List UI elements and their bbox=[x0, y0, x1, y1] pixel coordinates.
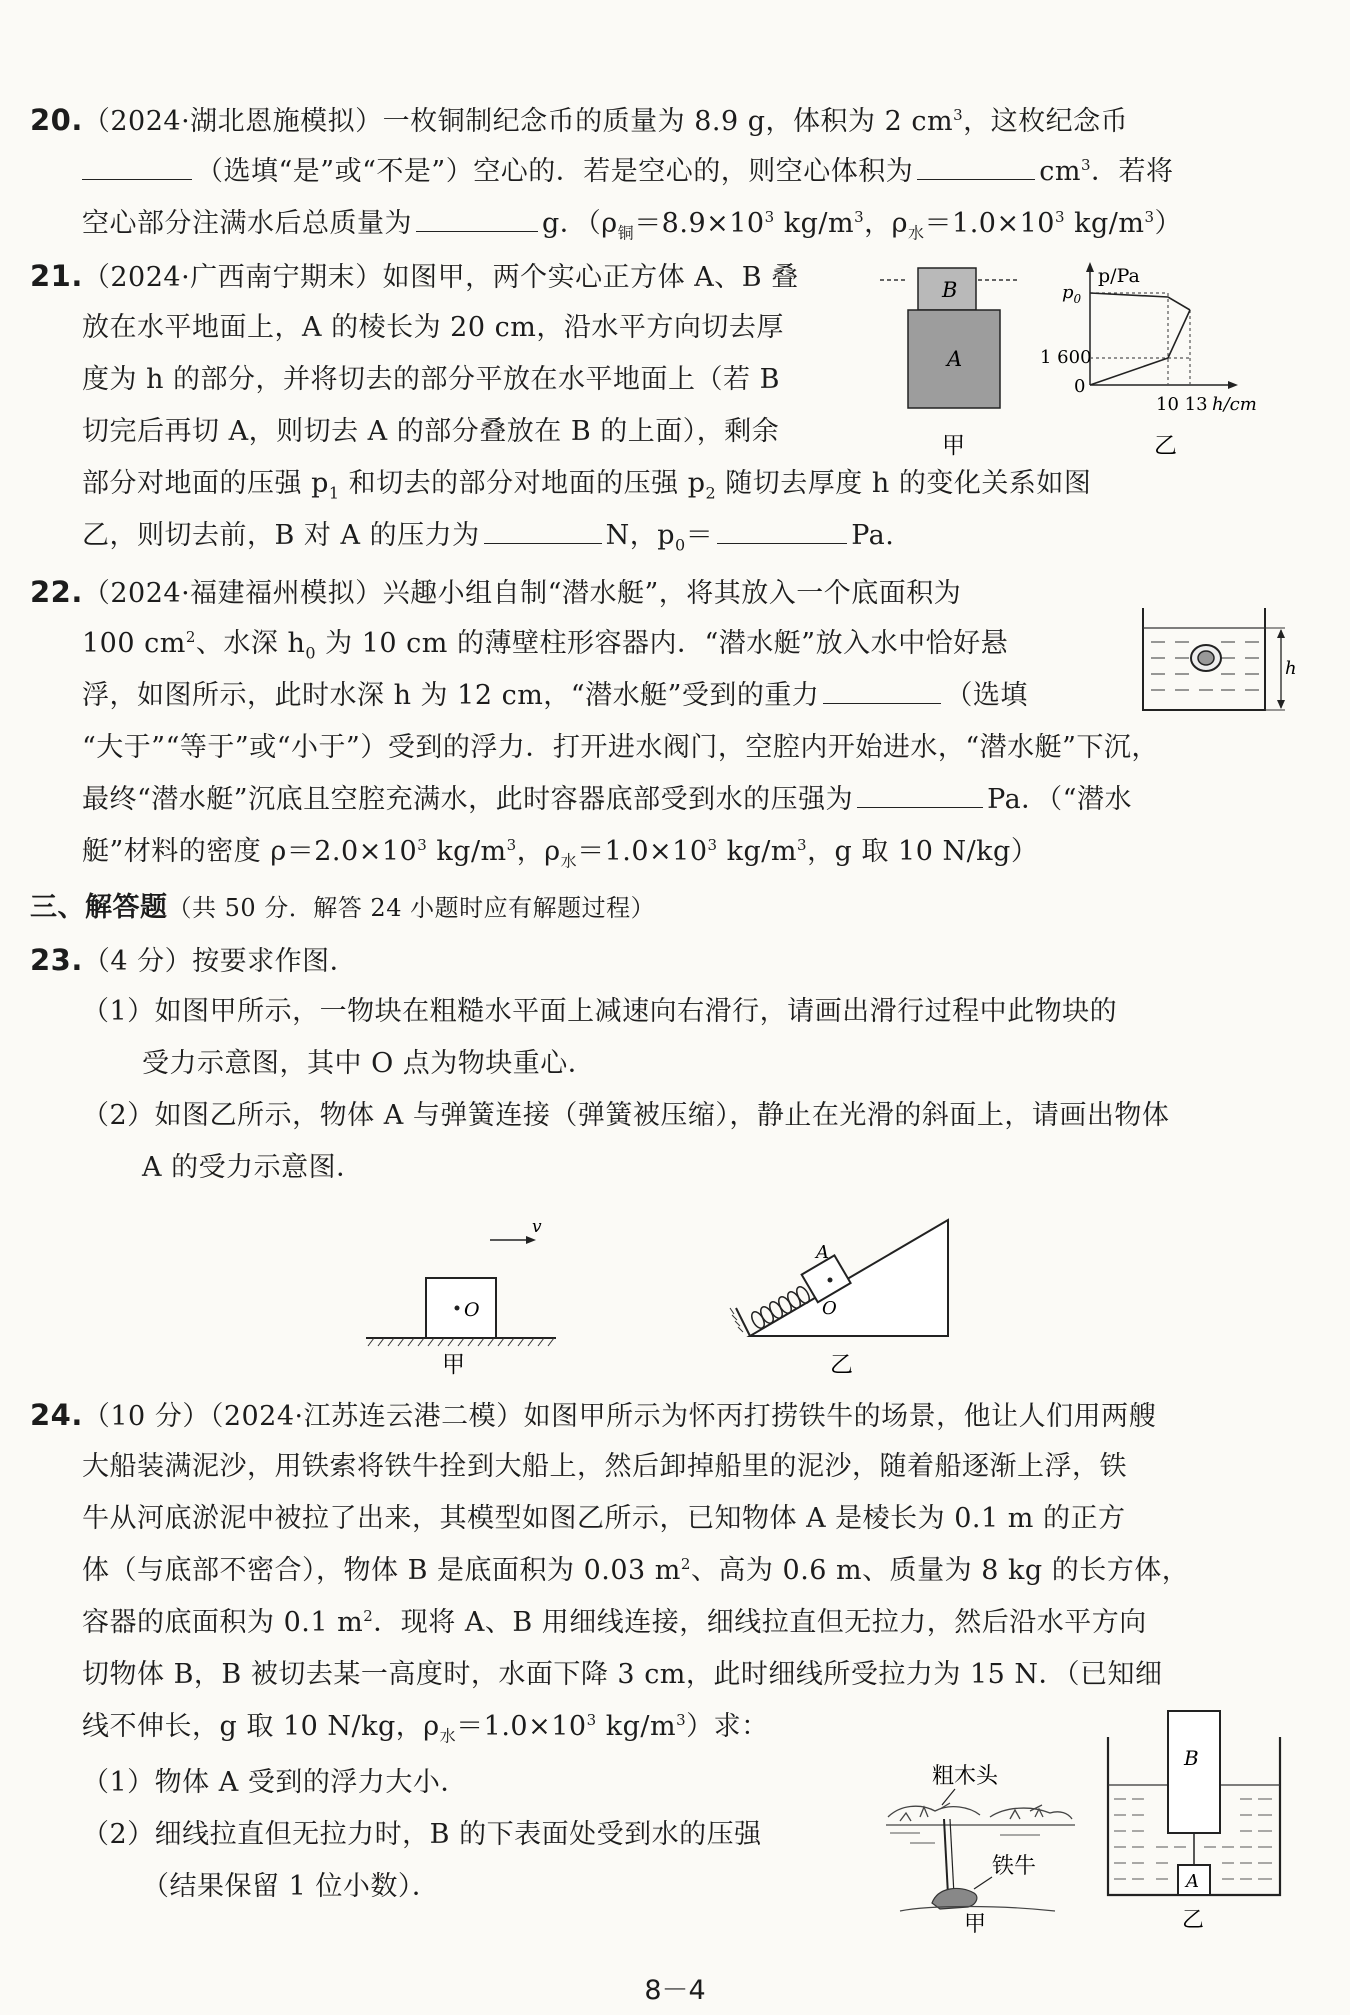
q24-sub2-a: （2）细线拉直但无拉力时，B 的下表面处受到水的压强 bbox=[82, 1819, 762, 1850]
svg-text:粗木头: 粗木头 bbox=[932, 1764, 999, 1789]
tick-1600: 1 600 bbox=[1040, 347, 1092, 368]
q22-blank-2[interactable] bbox=[857, 781, 983, 808]
svg-text:乙: 乙 bbox=[1182, 1908, 1205, 1933]
p2-curve bbox=[1090, 310, 1190, 385]
q24-figure-yi bbox=[1100, 1705, 1300, 1937]
q22-line5: 最终“潜水艇”沉底且空腔充满水，此时容器底部受到水的压强为 Pa．（“潜水 bbox=[82, 780, 1132, 820]
svg-text:乙: 乙 bbox=[830, 1352, 853, 1378]
svg-text:乙: 乙 bbox=[1154, 433, 1177, 459]
q24-line7: 线不伸长，g 取 10 N/kg，$\rho_水=1.0\times 10^3$ $kg/m^3$）求： bbox=[82, 1711, 769, 1746]
q23-part1-b: 受力示意图，其中 O 点为物块重心． bbox=[142, 1048, 596, 1079]
q20-blank-3[interactable] bbox=[416, 205, 538, 232]
q23-figure-yi bbox=[730, 1210, 960, 1380]
y-axis-label: p/Pa bbox=[1098, 265, 1140, 287]
q23-part1-a: （1）如图甲所示，一物块在粗糙水平面上减速向右滑行，请画出滑行过程中此物块的 bbox=[82, 996, 1118, 1027]
svg-text:A: A bbox=[816, 1242, 829, 1263]
q21-line5: 部分对地面的压强 $p_1$ 和切去的部分对地面的压强 $p_2$ 随切去厚度 h 的变化关系如图 bbox=[82, 468, 1092, 503]
svg-text:甲: 甲 bbox=[964, 1912, 987, 1937]
svg-text:O: O bbox=[464, 1299, 480, 1321]
object-b bbox=[1168, 1711, 1220, 1833]
svg-text:10 13: 10 13 bbox=[1156, 394, 1208, 415]
q22-blank-1[interactable] bbox=[823, 677, 941, 704]
q23-figure-jia bbox=[360, 1210, 580, 1380]
chain bbox=[944, 1819, 948, 1895]
q21-blank-2[interactable] bbox=[717, 517, 847, 544]
svg-text:B: B bbox=[942, 278, 958, 302]
svg-text:铁牛: 铁牛 bbox=[992, 1854, 1037, 1879]
q22-figure bbox=[1135, 600, 1295, 720]
q22-line3: 浮，如图所示，此时水深 h 为 12 cm，“潜水艇”受到的重力 （选填 bbox=[82, 676, 1028, 716]
q24-line2: 大船装满泥沙，用铁索将铁牛拴到大船上，然后卸掉船里的泥沙，随着船逐渐上浮，铁 bbox=[82, 1451, 1127, 1482]
q21-figure-yi bbox=[1040, 260, 1290, 460]
q24-figure-jia bbox=[880, 1755, 1080, 1935]
q22-number: 22. bbox=[30, 575, 83, 609]
q21-line1: 21.（2024·广西南宁期末）如图甲，两个实心正方体 A、B 叠 bbox=[30, 259, 799, 293]
q21-number: 21. bbox=[30, 259, 83, 293]
q23-number: 23. bbox=[30, 943, 83, 977]
q20-blank-1[interactable] bbox=[82, 153, 192, 180]
q21-line6: 乙，则切去前，B 对 A 的压力为 N，$p_0= Pa$. bbox=[82, 516, 894, 556]
q23-line1: 23.（4 分）按要求作图． bbox=[30, 943, 358, 977]
svg-text:h: h bbox=[1285, 658, 1297, 679]
svg-text:甲: 甲 bbox=[942, 433, 965, 459]
q22-line6: 艇”材料的密度 $\rho=2.0\times 10^3$ $kg/m^3$，$\rho_水=1.0\times 10^3$ $kg/m^3$，g 取 10 N/kg） bbox=[82, 836, 1039, 871]
section-3-heading: 三、解答题（共 50 分．解答 24 小题时应有解题过程） bbox=[30, 892, 656, 923]
svg-text:甲: 甲 bbox=[442, 1352, 465, 1378]
q21-line2: 放在水平地面上，A 的棱长为 20 cm，沿水平方向切去厚 bbox=[82, 312, 784, 343]
q24-number: 24. bbox=[30, 1398, 83, 1432]
q24-line6: 切物体 B，B 被切去某一高度时，水面下降 3 cm，此时细线所受拉力为 15 N．（已知细 bbox=[82, 1659, 1163, 1690]
q24-line1: 24.（10 分）（2024·江苏连云港二模）如图甲所示为怀丙打捞铁牛的场景，他让人们用两艘 bbox=[30, 1398, 1157, 1432]
q24-sub2-b: （结果保留 1 位小数）． bbox=[142, 1871, 440, 1902]
p0-label: $p_0$ bbox=[1062, 282, 1082, 306]
q23-part2-b: A 的受力示意图． bbox=[142, 1152, 364, 1183]
q22-line2: 100 $cm^2$、水深 $h_0$ 为 10 cm 的薄壁柱形容器内．“潜水艇”放入水中恰好悬 bbox=[82, 628, 1009, 663]
svg-text:A: A bbox=[1186, 1871, 1199, 1892]
svg-text:0: 0 bbox=[1074, 376, 1086, 397]
q24-line5: 容器的底面积为 0.1 $m^2$．现将 A、B 用细线连接，细线拉直但无拉力，然后沿水平方向 bbox=[82, 1607, 1147, 1638]
q20-number: 20. bbox=[30, 103, 83, 137]
p1-curve bbox=[1090, 293, 1190, 310]
q20-line1: 20.（2024·湖北恩施模拟）一枚铜制纪念币的质量为 8.9 g，体积为 2 $cm^3$，这枚纪念币 bbox=[30, 103, 1129, 137]
q23-part2-a: （2）如图乙所示，物体 A 与弹簧连接（弹簧被压缩），静止在光滑的斜面上，请画出物体 bbox=[82, 1100, 1170, 1131]
q20-line2: （选填“是”或“不是”）空心的．若是空心的，则空心体积为 $cm^3$．若将 bbox=[82, 152, 1174, 192]
svg-text:O: O bbox=[822, 1298, 837, 1319]
q21-line4: 切完后再切 A，则切去 A 的部分叠放在 B 的上面），剩余 bbox=[82, 416, 780, 447]
q21-figure-jia bbox=[880, 260, 1020, 460]
q24-line3: 牛从河底淤泥中被拉了出来，其模型如图乙所示，已知物体 A 是棱长为 0.1 m 的正方 bbox=[82, 1503, 1126, 1534]
x-axis-label: h/cm bbox=[1212, 394, 1257, 415]
q22-line1: 22.（2024·福建福州模拟）兴趣小组自制“潜水艇”，将其放入一个底面积为 bbox=[30, 575, 962, 609]
q21-blank-1[interactable] bbox=[484, 517, 602, 544]
block bbox=[426, 1278, 496, 1338]
q24-line4: 体（与底部不密合），物体 B 是底面积为 0.03 $m^2$、高为 0.6 m、质量为 8 kg 的长方体， bbox=[82, 1555, 1190, 1586]
svg-text:A: A bbox=[947, 347, 963, 371]
page-number: 8－4 bbox=[644, 1975, 706, 2006]
q24-sub1: （1）物体 A 受到的浮力大小． bbox=[82, 1767, 468, 1798]
q21-line3: 度为 h 的部分，并将切去的部分平放在水平地面上（若 B bbox=[82, 364, 780, 395]
boats-sketch bbox=[886, 1803, 1075, 1825]
q20-line3: 空心部分注满水后总质量为 g．（$\rho_铜=8.9\times 10^3$ $kg/m^3$，$\rho_水=1.0\times 10^3$ $kg/m^3$） bbox=[82, 204, 1182, 244]
q22-line4: “大于”“等于”或“小于”）受到的浮力．打开进水阀门，空腔内开始进水，“潜水艇”下沉， bbox=[82, 732, 1159, 763]
velocity-label: v bbox=[532, 1217, 542, 1237]
svg-text:B: B bbox=[1184, 1746, 1199, 1770]
q20-blank-2[interactable] bbox=[917, 153, 1035, 180]
